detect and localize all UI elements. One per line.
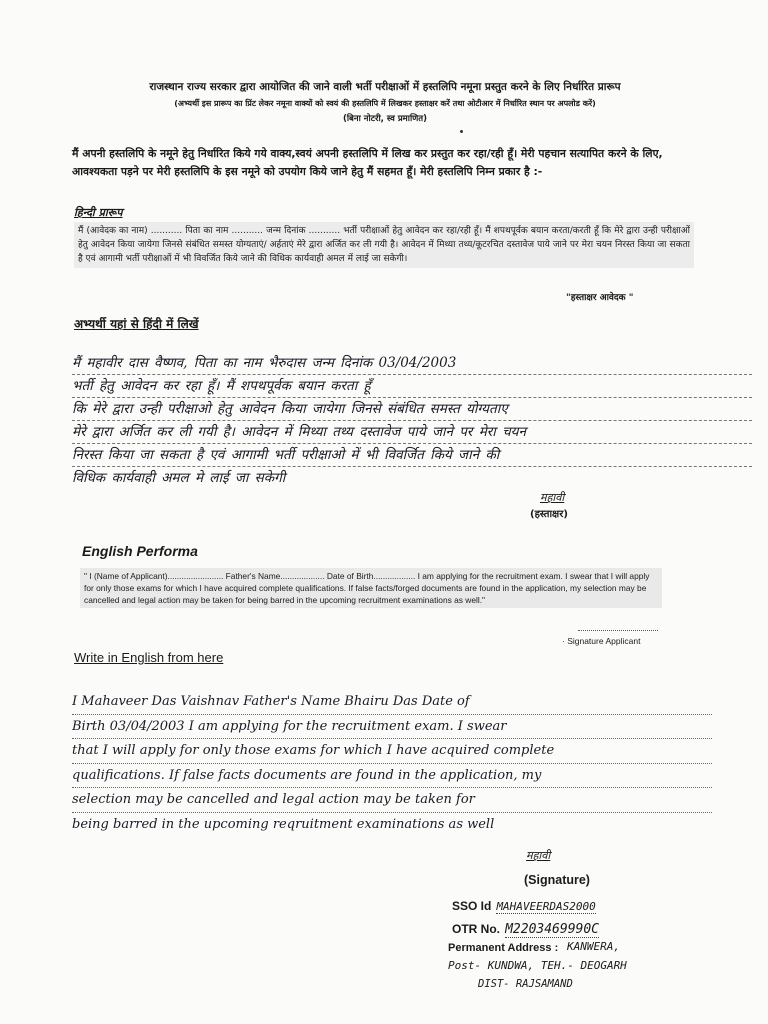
handwritten-line: भर्ती हेतु आवेदन कर रहा हूँ। मैं शपथपूर्वक बयान करता हूँ (72, 375, 752, 398)
english-signature-label: · Signature Applicant (562, 636, 641, 646)
candidate-hindi-heading: अभ्यर्थी यहां से हिंदी में लिखें (74, 317, 199, 331)
otr-no-row (452, 918, 599, 937)
handwritten-line: निरस्त किया जा सकता है एवं आगामी भर्ती परीक्षाओ में भी विवर्जित किये जाने की (72, 444, 752, 467)
address-line-2: Post- KUNDWA, TEH.- DEOGARH (448, 959, 627, 972)
otr-no-value: M2203469990C (505, 922, 600, 937)
handwritten-line: I Mahaveer Das Vaishnav Father's Name Bhairu Das Date of (72, 690, 712, 715)
form-title: राजस्थान राज्य सरकार द्वारा आयोजित की जाने वाली भर्ती परीक्षाओं में हस्तलिपि नमूना प्रस्तुत करने के लिए निर्धारित प्रारूप (149, 81, 621, 93)
handwritten-line: being barred in the upcoming reqruitment examinations as well (72, 816, 495, 832)
handwritten-english-block (72, 690, 712, 836)
sso-id-value: MAHAVEERDAS2000 (496, 900, 596, 913)
english-proforma-text: " I (Name of Applicant)........................ Father's Name................... Date of Birth.................. I am applying for the recruitment exam. I swear that I will apply for only those exams for which I have acquired complete qualifications. If false facts/forged documents are found in the application, my selection may be cancelled and legal action may be taken for being barred in the upcoming recruitment examinations as well." (80, 568, 662, 608)
address-line-3: DIST- RAJSAMAND (478, 978, 573, 990)
hindi-signature-scribble: महावी (540, 491, 565, 504)
handwritten-line: selection may be cancelled and legal action may be taken for (72, 788, 712, 813)
otr-no-label: OTR No. (452, 922, 500, 936)
hindi-signature-label: "हस्ताक्षर आवेदक " (566, 293, 634, 303)
english-signature-caption: (Signature) (524, 873, 590, 887)
handwritten-line: मेरे द्वारा अर्जित कर ली गयी है। आवेदन में मिथ्या तथ्य दस्तावेज पाये जाने पर मेरा चयन (72, 421, 752, 444)
form-note: (बिना नोटरी, स्व प्रमाणित) (342, 114, 428, 124)
hindi-proforma-title: हिन्दी प्रारूप (74, 206, 123, 219)
handwritten-line: मैं महावीर दास वैष्णव, पिता का नाम भैरुदास जन्म दिनांक 03/04/2003 (72, 352, 752, 375)
hindi-signature-caption: (हस्ताक्षर) (530, 509, 568, 520)
signature-dotted-line (578, 624, 658, 631)
candidate-english-heading: Write in English from here (74, 650, 224, 665)
english-proforma-title: English Performa (82, 543, 198, 559)
english-signature-scribble: महावी (526, 849, 551, 862)
handwritten-line: विधिक कार्यवाही अमल मे लाई जा सकेगी (72, 470, 286, 486)
handwritten-line: कि मेरे द्वारा उन्ही परीक्षाओ हेतु आवेदन किया जायेगा जिनसे संबंधित समस्त योग्यताए (72, 398, 752, 421)
hindi-proforma-text: मैं (आवेदक का नाम) ........... पिता का नाम ........... जन्म दिनांक ........... भर्ती परीक्षाओं हेतु आवेदन कर रहा/रही हूँ। मैं शपथपूर्वक बयान करता/करती हूँ कि मेरे द्वारा उन्ही परीक्षाओं हेतु आवेदन किया जायेगा जिनसे संबंधित समस्त योग्यताएं/ अर्हताएं मेरे द्वारा अर्जित कर ली गयी है। आवेदन में मिथ्या तथ्य/कूटरचित दस्तावेज पाये जाने पर मेरा चयन निरस्त किया जा सकता है एवं आगामी भर्ती परीक्षाओं में भी विवर्जित किये जाने की विधिक कार्यवाही अमल में लाई जा सकेगी। (74, 222, 694, 268)
handwritten-line: qualifications. If false facts documents are found in the application, my (72, 764, 712, 789)
intro-paragraph: मैं अपनी हस्तलिपि के नमूने हेतु निर्धारित किये गये वाक्य,स्वयं अपनी हस्तलिपि में लिख कर प्रस्तुत कर रहा/रही हूँ। मेरी पहचान सत्यापित करने के लिए, आवश्यकता पड़ने पर मेरी हस्तलिपि के इस नमूने को उपयोग किये जाने हेतु मैं सहमत हूँ। मेरी हस्तलिपि निम्न प्रकार है :- (72, 147, 663, 178)
ink-dot (460, 130, 463, 133)
handwritten-line: that I will apply for only those exams for which I have acquired complete (72, 739, 712, 764)
sso-id-label: SSO Id (452, 899, 492, 913)
handwritten-line: Birth 03/04/2003 I am applying for the recruitment exam. I swear (72, 715, 712, 740)
handwritten-hindi-block (72, 352, 752, 489)
permanent-address-label: Permanent Address : (448, 942, 559, 954)
sso-id-row (452, 895, 596, 914)
address-line-1: KANWERA, (567, 940, 620, 953)
form-instruction: (अभ्यर्थी इस प्रारूप का प्रिंट लेकर नमूना वाक्यों को स्वयं की हस्तलिपि में लिखकर हस्ताक्षर करें तथा ओटीआर में निर्धारित स्थान पर अपलोड करें) (174, 99, 596, 108)
